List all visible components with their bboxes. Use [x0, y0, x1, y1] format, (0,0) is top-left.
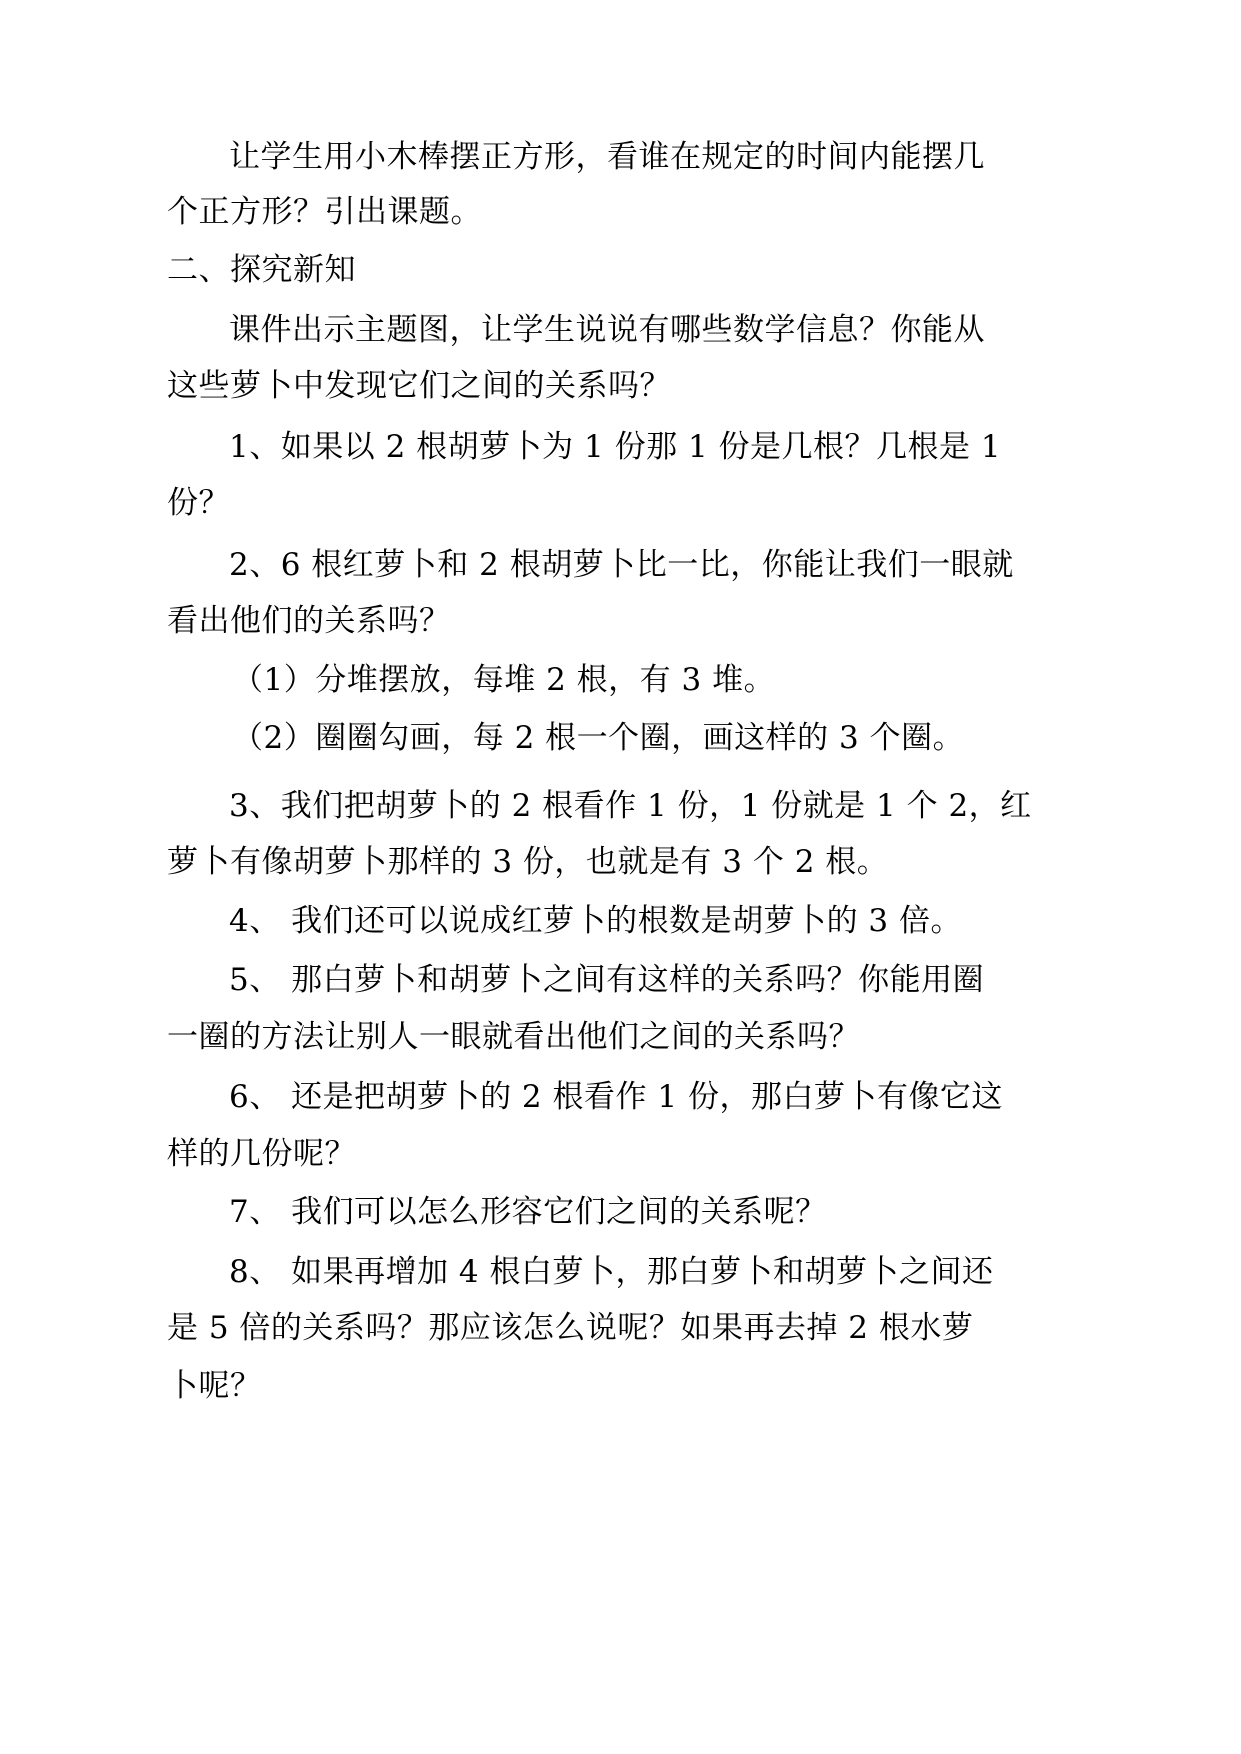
sub-item-1: （1）分堆摆放，每堆 2 根，有 3 堆。 — [232, 662, 776, 698]
sub-item-2: （2）圈圈勾画，每 2 根一个圈，画这样的 3 个圈。 — [232, 720, 965, 756]
list-item-1-line-2: 份？ — [167, 485, 230, 521]
list-item-5-line-2: 一圈的方法让别人一眼就看出他们之间的关系吗？ — [167, 1019, 860, 1055]
list-item-8-line-2: 是 5 倍的关系吗？那应该怎么说呢？如果再去掉 2 根水萝 — [167, 1310, 974, 1346]
paragraph-line-3: 课件出示主题图，让学生说说有哪些数学信息？你能从 — [229, 312, 985, 348]
list-item-8-line-1: 8、 如果再增加 4 根白萝卜，那白萝卜和胡萝卜之间还 — [229, 1254, 994, 1290]
list-item-7: 7、 我们可以怎么形容它们之间的关系呢？ — [229, 1194, 827, 1230]
paragraph-line-2: 个正方形？引出课题。 — [167, 194, 482, 230]
paragraph-line-1: 让学生用小木棒摆正方形，看谁在规定的时间内能摆几 — [229, 139, 985, 175]
list-item-3-line-1: 3、我们把胡萝卜的 2 根看作 1 份，1 份就是 1 个 2，红 — [229, 788, 1032, 824]
list-item-2-line-2: 看出他们的关系吗？ — [167, 603, 451, 639]
list-item-4: 4、 我们还可以说成红萝卜的根数是胡萝卜的 3 倍。 — [229, 903, 963, 939]
list-item-5-line-1: 5、 那白萝卜和胡萝卜之间有这样的关系吗？你能用圈 — [229, 962, 985, 998]
list-item-6-line-2: 样的几份呢？ — [167, 1136, 356, 1172]
list-item-6-line-1: 6、 还是把胡萝卜的 2 根看作 1 份，那白萝卜有像它这 — [229, 1079, 1003, 1115]
list-item-2-line-1: 2、6 根红萝卜和 2 根胡萝卜比一比，你能让我们一眼就 — [229, 547, 1014, 583]
list-item-3-line-2: 萝卜有像胡萝卜那样的 3 份，也就是有 3 个 2 根。 — [167, 844, 889, 880]
list-item-1-line-1: 1、如果以 2 根胡萝卜为 1 份那 1 份是几根？几根是 1 — [229, 429, 1002, 465]
paragraph-line-4: 这些萝卜中发现它们之间的关系吗？ — [167, 368, 671, 404]
section-heading: 二、探究新知 — [167, 252, 356, 288]
list-item-8-line-3: 卜呢？ — [167, 1368, 262, 1404]
